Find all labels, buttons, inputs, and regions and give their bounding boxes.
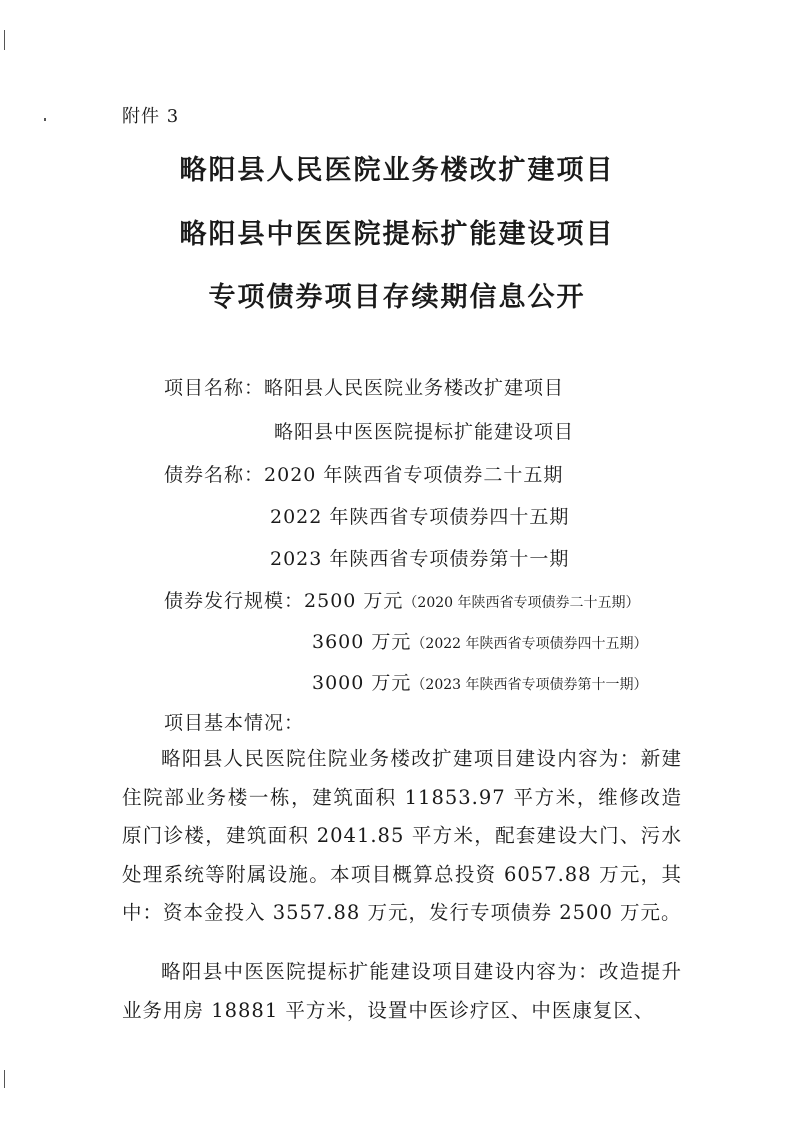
project-name-value-1: 略阳县人民医院业务楼改扩建项目 — [264, 377, 565, 399]
scan-edge-mark — [4, 1070, 5, 1088]
paragraph-2: 略阳县中医医院提标扩能建设项目建设内容为：改造提升业务用房 18881 平方米，设置中医诊疗区、中医康复区、 — [122, 960, 682, 1022]
bond-scale-row — [164, 586, 640, 613]
title-line-1: 略阳县人民医院业务楼改扩建项目 — [179, 155, 615, 186]
bond-name-row — [164, 460, 563, 487]
scan-dot-mark — [44, 118, 46, 121]
title-line-3: 专项债券项目存续期信息公开 — [208, 282, 586, 313]
attachment-label: 附件 3 — [122, 106, 180, 127]
bond-scale-note-1: （2020 年陕西省专项债券二十五期） — [403, 595, 640, 611]
bond-scale-amount-3: 3000 万元 — [312, 672, 412, 694]
bond-scale-label: 债券发行规模： — [164, 590, 305, 612]
bond-scale-amount-2: 3600 万元 — [312, 631, 412, 653]
basic-info-label: 项目基本情况： — [164, 712, 305, 734]
bond-name-value-3: 2023 年陕西省专项债券第十一期 — [270, 548, 570, 570]
bond-scale-note-3: （2023 年陕西省专项债券第十一期） — [411, 677, 648, 693]
bond-scale-amount-1: 2500 万元 — [304, 590, 404, 612]
bond-name-label: 债券名称： — [164, 464, 265, 486]
bond-name-value-2: 2022 年陕西省专项债券四十五期 — [270, 506, 570, 528]
title-line-2: 略阳县中医医院提标扩能建设项目 — [179, 219, 615, 250]
project-name-row — [164, 373, 564, 400]
bond-scale-row-3 — [312, 668, 648, 695]
bond-name-value-1: 2020 年陕西省专项债券二十五期 — [264, 464, 564, 486]
bond-scale-note-2: （2022 年陕西省专项债券四十五期） — [411, 636, 648, 652]
project-name-label: 项目名称： — [164, 377, 265, 399]
project-name-value-2: 略阳县中医医院提标扩能建设项目 — [274, 421, 575, 443]
paragraph-1: 略阳县人民医院住院业务楼改扩建项目建设内容为：新建住院部业务楼一栋，建筑面积 11853.97 平方米，维修改造原门诊楼，建筑面积 2041.85 平方米，配套建设大门、污水处理系统等附属设施。本项目概算总投资 6057.88 万元，其中：资本金投入 3557.88 万元，发行专项债券 2500 万元。 — [122, 747, 682, 925]
scan-edge-mark — [4, 30, 5, 50]
bond-scale-row-2 — [312, 627, 648, 654]
